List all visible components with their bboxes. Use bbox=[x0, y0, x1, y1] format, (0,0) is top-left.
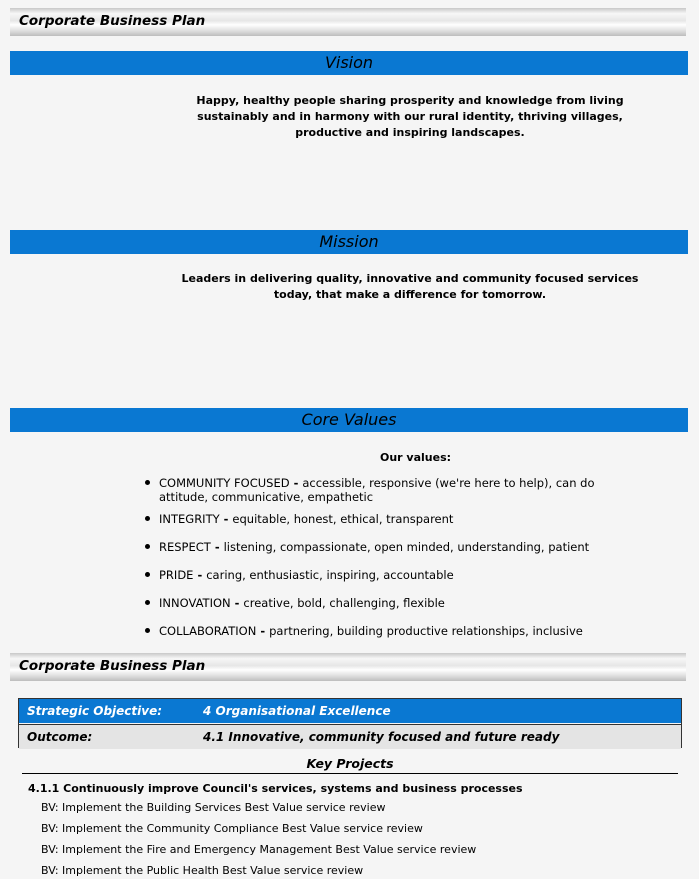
mission-header bbox=[10, 230, 688, 254]
vision-text: Happy, healthy people sharing prosperity and knowledge from living sustainably and in harmony with our rural identity, thriving villages, productive and inspiring landscapes. bbox=[196, 94, 624, 139]
project-item: 4.1.1 Continuously improve Council's services, systems and business processes bbox=[28, 782, 523, 795]
page-title: Corporate Business Plan bbox=[19, 13, 206, 29]
vision-heading: Vision bbox=[324, 53, 374, 72]
objective-value: 4 Organisational Excellence bbox=[203, 704, 391, 718]
mission-text: Leaders in delivering quality, innovative and community focused services today, that make a difference for tomorrow. bbox=[181, 272, 639, 301]
value-desc: creative, bold, challenging, flexible bbox=[243, 596, 445, 610]
core-values-heading: Core Values bbox=[301, 410, 397, 429]
value-item: COMMUNITY FOCUSED - accessible, responsive (we're here to help), can do attitude, communicative, empathetic bbox=[145, 476, 645, 504]
mission-heading: Mission bbox=[319, 232, 379, 251]
values-list bbox=[145, 476, 645, 638]
key-projects-divider bbox=[22, 773, 678, 774]
value-name: PRIDE bbox=[159, 568, 194, 582]
outcome-value: 4.1 Innovative, community focused and future ready bbox=[203, 730, 560, 744]
objective-table bbox=[18, 698, 682, 748]
page-title-bar bbox=[10, 8, 686, 36]
value-desc: partnering, building productive relationships, inclusive bbox=[269, 624, 583, 638]
objective-label: Strategic Objective: bbox=[27, 704, 163, 718]
outcome-row bbox=[19, 724, 681, 749]
value-desc: caring, enthusiastic, inspiring, accountable bbox=[206, 568, 454, 582]
page-title-2: Corporate Business Plan bbox=[19, 658, 206, 674]
value-name: COMMUNITY FOCUSED bbox=[159, 476, 290, 490]
value-item: INTEGRITY - equitable, honest, ethical, transparent bbox=[145, 512, 645, 526]
value-item: PRIDE - caring, enthusiastic, inspiring, accountable bbox=[145, 568, 645, 582]
objective-row bbox=[19, 699, 681, 723]
value-item: RESPECT - listening, compassionate, open minded, understanding, patient bbox=[145, 540, 645, 554]
value-item: INNOVATION - creative, bold, challenging, flexible bbox=[145, 596, 645, 610]
vision-header bbox=[10, 51, 688, 75]
value-item: COLLABORATION - partnering, building productive relationships, inclusive bbox=[145, 624, 645, 638]
value-desc: equitable, honest, ethical, transparent bbox=[232, 512, 454, 526]
key-projects-heading: Key Projects bbox=[306, 756, 394, 771]
bv-item: BV: Implement the Public Health Best Value service review bbox=[41, 864, 364, 877]
page-title-bar-2 bbox=[10, 653, 686, 681]
value-name: INNOVATION bbox=[159, 596, 231, 610]
bv-item: BV: Implement the Fire and Emergency Management Best Value service review bbox=[41, 843, 477, 856]
values-subheading: Our values: bbox=[380, 451, 452, 464]
value-name: COLLABORATION bbox=[159, 624, 257, 638]
value-desc: listening, compassionate, open minded, understanding, patient bbox=[223, 540, 590, 554]
value-name: RESPECT bbox=[159, 540, 211, 554]
value-desc: accessible, responsive (we're here to help), can do attitude, communicative, empathetic bbox=[159, 476, 595, 504]
value-name: INTEGRITY bbox=[159, 512, 220, 526]
bv-item: BV: Implement the Community Compliance Best Value service review bbox=[41, 822, 423, 835]
core-values-header bbox=[10, 408, 688, 432]
outcome-label: Outcome: bbox=[27, 730, 93, 744]
bv-item: BV: Implement the Building Services Best Value service review bbox=[41, 801, 386, 814]
